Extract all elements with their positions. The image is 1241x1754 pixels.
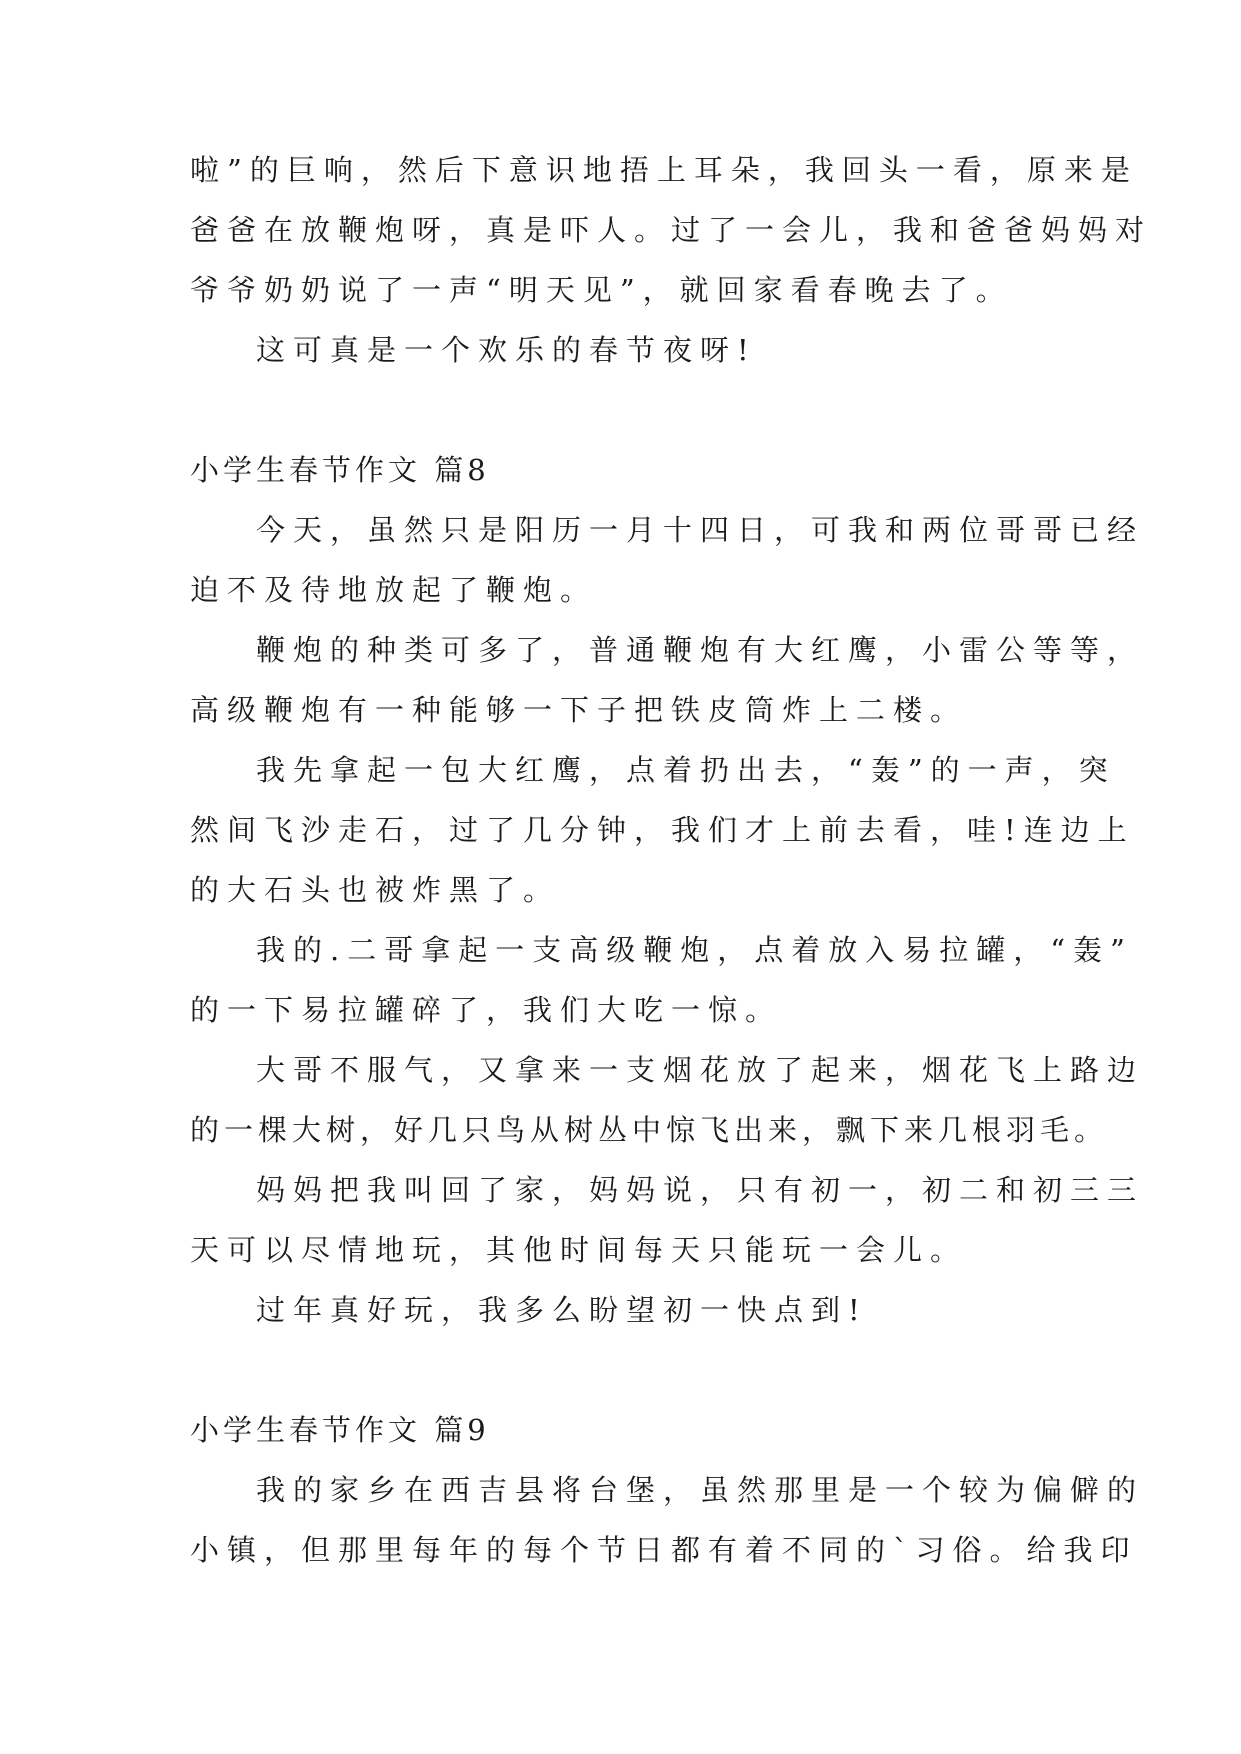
paragraph-line: 过年真好玩，我多么盼望初一快点到! <box>256 1293 868 1327</box>
paragraph-line: 这可真是一个欢乐的春节夜呀! <box>256 333 757 367</box>
section-heading: 小学生春节作文 篇9 <box>190 1413 490 1447</box>
paragraph-line: 迫不及待地放起了鞭炮。 <box>190 573 598 607</box>
paragraph-line: 小镇，但那里每年的每个节日都有着不同的`习俗。给我印 <box>190 1533 1138 1567</box>
paragraph-line: 爸爸在放鞭炮呀，真是吓人。过了一会儿，我和爸爸妈妈对 <box>190 213 1153 247</box>
paragraph-line: 爷爷奶奶说了一声“明天见”，就回家看春晚去了。 <box>190 273 1013 307</box>
paragraph-line: 然间飞沙走石，过了几分钟，我们才上前去看，哇!连边上 <box>190 813 1135 847</box>
paragraph-line: 我的.二哥拿起一支高级鞭炮，点着放入易拉罐，“轰” <box>256 933 1133 967</box>
paragraph-line: 的一下易拉罐碎了，我们大吃一惊。 <box>190 993 783 1027</box>
section-heading: 小学生春节作文 篇8 <box>190 453 490 487</box>
paragraph-line: 天可以尽情地玩，其他时间每天只能玩一会儿。 <box>190 1233 968 1267</box>
paragraph-line: 今天，虽然只是阳历一月十四日，可我和两位哥哥已经 <box>256 513 1145 547</box>
paragraph-line: 妈妈把我叫回了家，妈妈说，只有初一，初二和初三三 <box>256 1173 1145 1207</box>
paragraph-line: 我的家乡在西吉县将台堡，虽然那里是一个较为偏僻的 <box>256 1473 1145 1507</box>
paragraph-line: 的一棵大树，好几只鸟从树丛中惊飞出来，飘下来几根羽毛。 <box>190 1113 1109 1147</box>
paragraph-line: 啦”的巨响，然后下意识地捂上耳朵，我回头一看，原来是 <box>190 153 1138 187</box>
paragraph-line: 鞭炮的种类可多了，普通鞭炮有大红鹰，小雷公等等， <box>256 633 1145 667</box>
paragraph-line: 大哥不服气，又拿来一支烟花放了起来，烟花飞上路边 <box>256 1053 1145 1087</box>
paragraph-line: 高级鞭炮有一种能够一下子把铁皮筒炸上二楼。 <box>190 693 968 727</box>
paragraph-line: 我先拿起一包大红鹰，点着扔出去，“轰”的一声，突 <box>256 753 1116 787</box>
paragraph-line: 的大石头也被炸黑了。 <box>190 873 561 907</box>
